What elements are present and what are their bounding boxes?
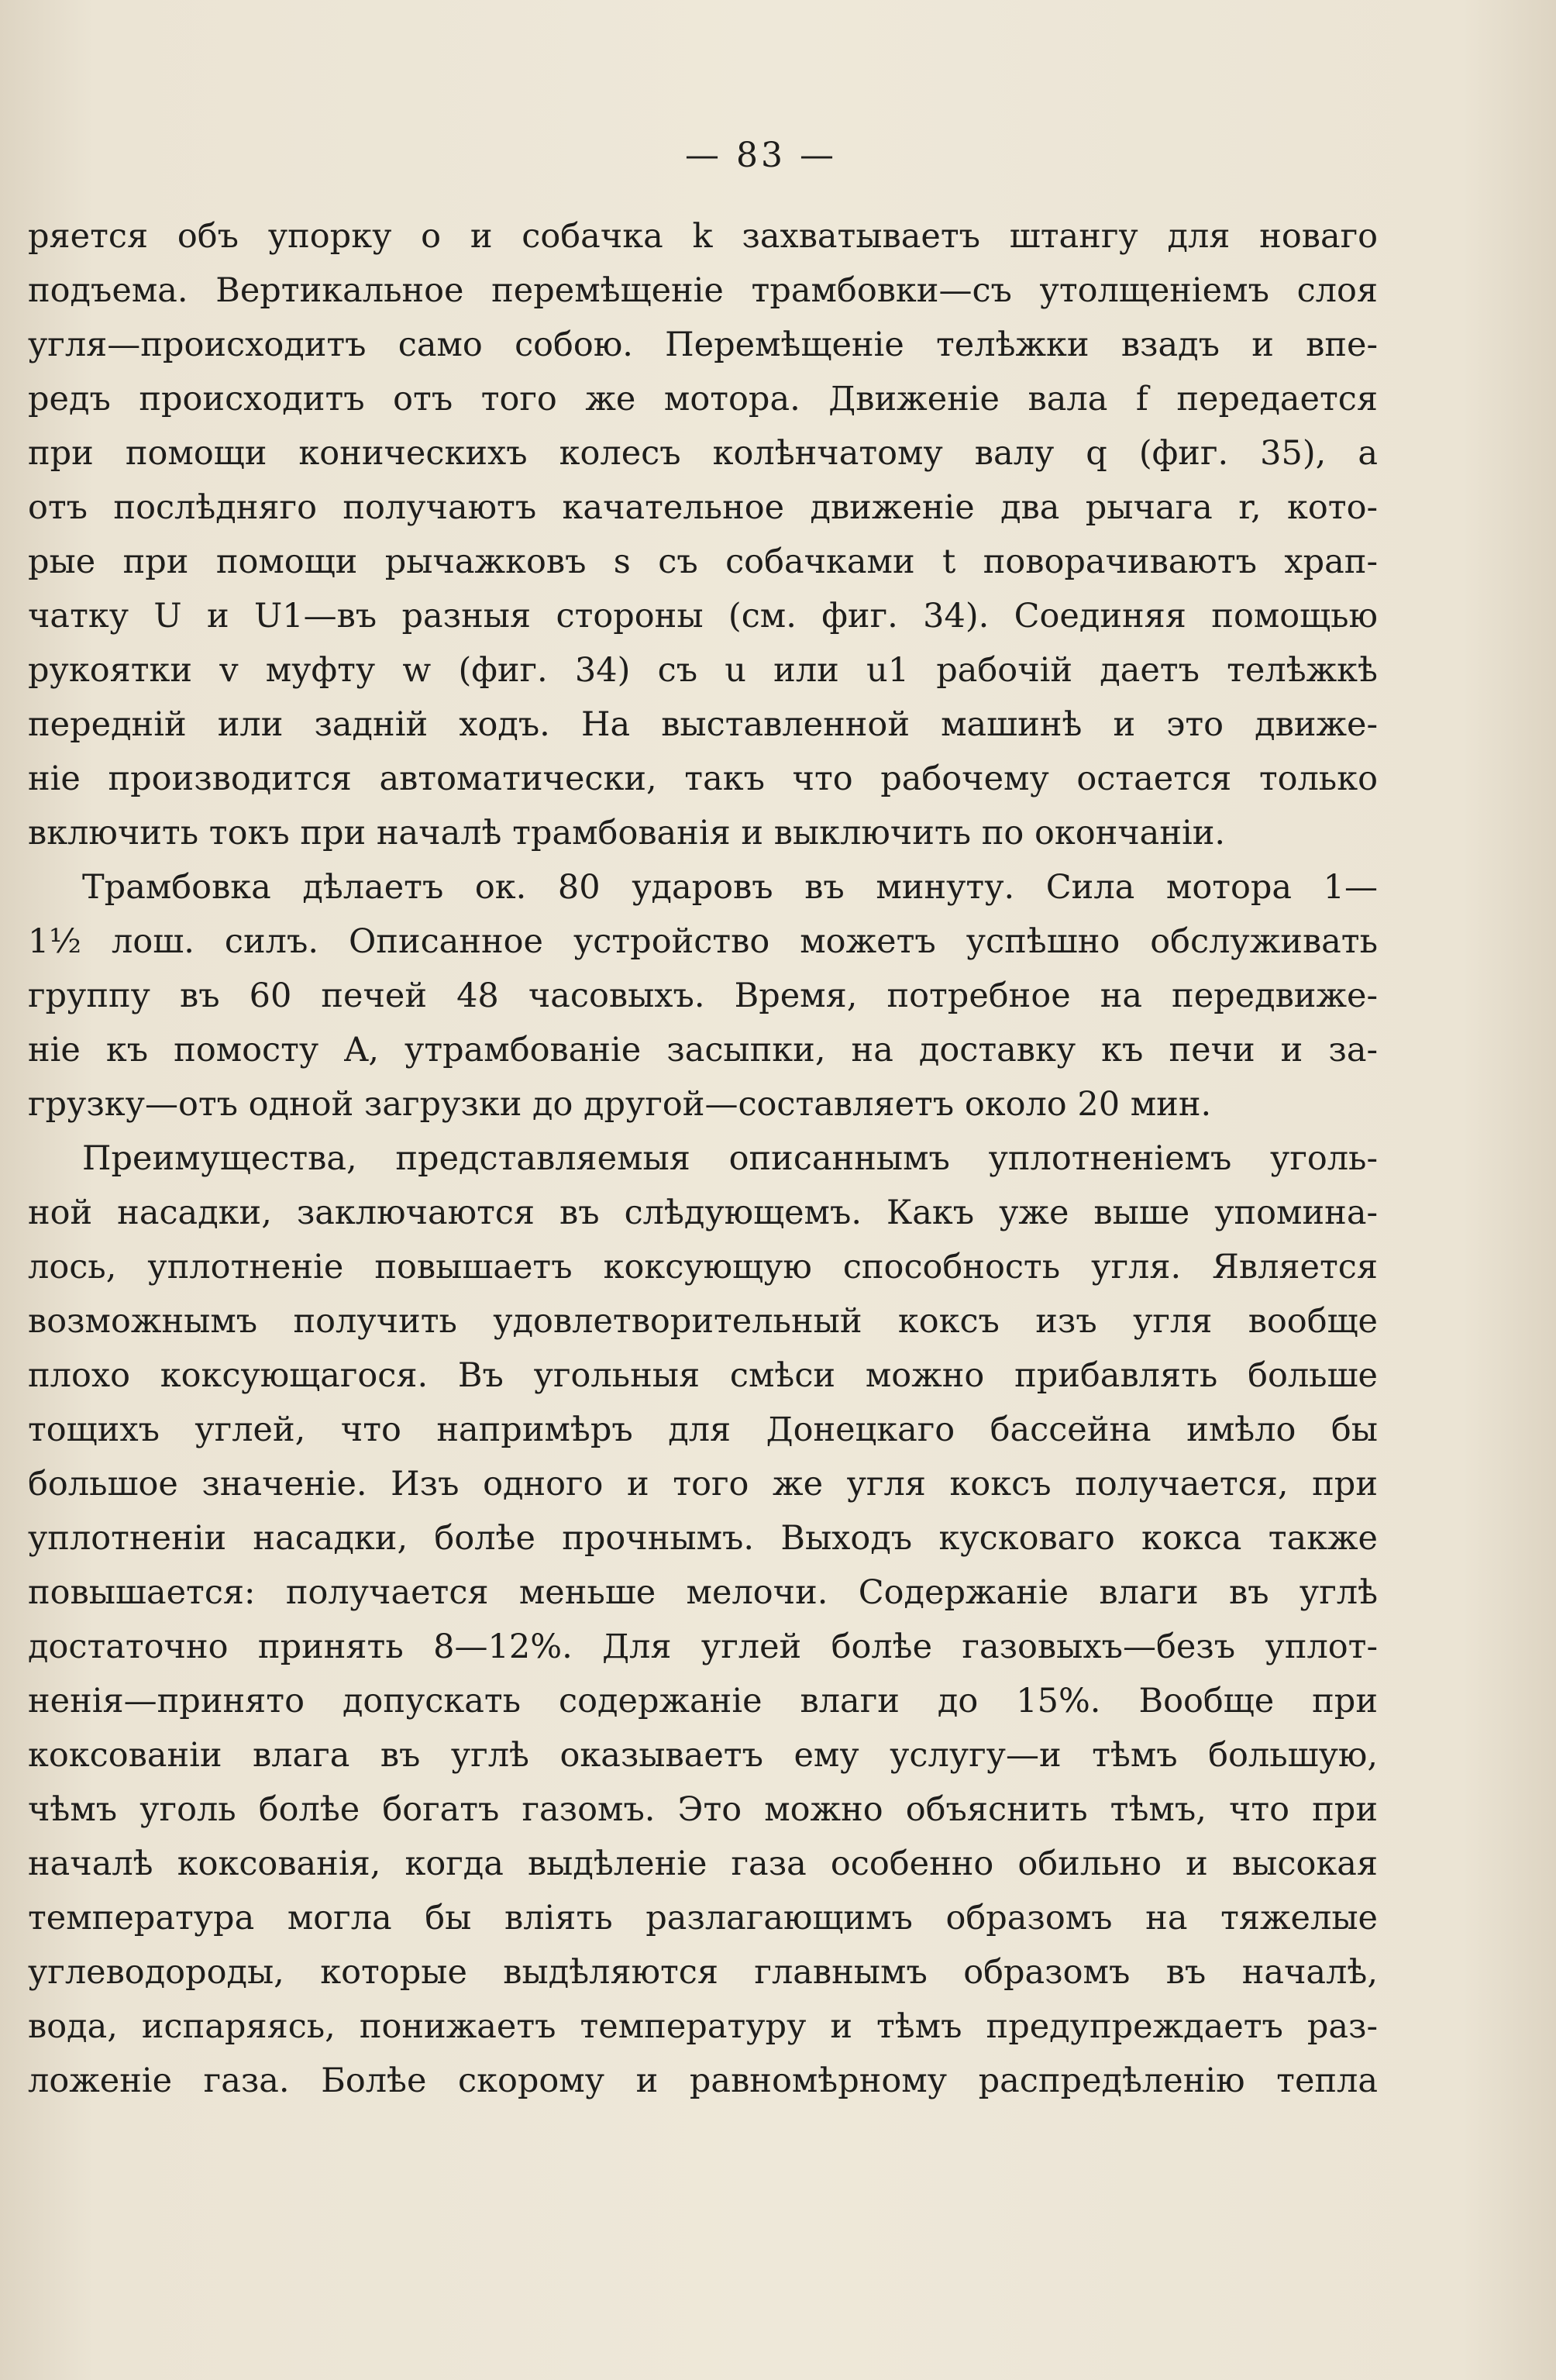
text-line: чѣмъ уголь болѣе богатъ газомъ. Это можно объяснить тѣмъ, что при	[28, 1790, 1378, 1829]
text-line: возможнымъ получить удовлетворительный коксъ изъ угля вообще	[28, 1302, 1378, 1341]
text-line: при помощи коническихъ колесъ колѣнчатому валу q (фиг. 35), а	[28, 434, 1378, 473]
text-line: большое значеніе. Изъ одного и того же угля коксъ получается, при	[28, 1465, 1378, 1503]
text-line: достаточно принять 8—12%. Для углей болѣе газовыхъ—безъ уплот-	[28, 1627, 1378, 1666]
text-line: грузку—отъ одной загрузки до другой—составляетъ около 20 мин.	[28, 1085, 1212, 1124]
text-line: группу въ 60 печей 48 часовыхъ. Время, потребное на передвиже-	[28, 976, 1378, 1015]
text-line: передній или задній ходъ. На выставленной машинѣ и это движе-	[28, 705, 1378, 744]
text-line: ложеніе газа. Болѣе скорому и равномѣрному распредѣленію тепла	[28, 2061, 1378, 2100]
text-line: подъема. Вертикальное перемѣщеніе трамбовки—съ утолщеніемъ слоя	[28, 271, 1378, 310]
text-line: ряется объ упорку o и собачка k захватываетъ штангу для новаго	[28, 217, 1378, 256]
text-line: коксованіи влага въ углѣ оказываетъ ему услугу—и тѣмъ большую,	[28, 1736, 1378, 1775]
text-line: Трамбовка дѣлаетъ ок. 80 ударовъ въ минуту. Сила мотора 1—	[82, 868, 1378, 907]
text-line: редъ происходитъ отъ того же мотора. Движеніе вала f передается	[28, 380, 1378, 418]
text-line: угля—происходитъ само собою. Перемѣщеніе телѣжки взадъ и впе-	[28, 325, 1378, 364]
text-line: ненія—принято допускать содержаніе влаги до 15%. Вообще при	[28, 1682, 1378, 1720]
text-line: рые при помощи рычажковъ s съ собачками t поворачиваютъ храп-	[28, 542, 1378, 581]
page-number: — 83 —	[685, 136, 837, 175]
text-line: 1½ лош. силъ. Описанное устройство можетъ успѣшно обслуживать	[28, 922, 1378, 961]
paragraph-3	[28, 1131, 1378, 2108]
text-line: температура могла бы вліять разлагающимъ образомъ на тяжелые	[28, 1899, 1378, 1937]
text-line: тощихъ углей, что напримѣръ для Донецкаго бассейна имѣло бы	[28, 1410, 1378, 1449]
text-line: Преимущества, представляемыя описаннымъ уплотненіемъ уголь-	[82, 1139, 1378, 1178]
text-line: отъ послѣдняго получаютъ качательное движеніе два рычага r, кото-	[28, 488, 1378, 527]
text-line: рукоятки v муфту w (фиг. 34) съ u или u1 рабочій даетъ телѣжкѣ	[28, 651, 1378, 690]
text-line: лось, уплотненіе повышаетъ коксующую способность угля. Является	[28, 1248, 1378, 1286]
text-line: началѣ коксованія, когда выдѣленіе газа особенно обильно и высокая	[28, 1844, 1378, 1883]
paragraph-2	[28, 860, 1378, 1131]
text-line: ніе производится автоматически, такъ что рабочему остается только	[28, 759, 1378, 798]
text-line: ніе къ помосту A, утрамбованіе засыпки, на доставку къ печи и за-	[28, 1031, 1378, 1069]
text-line: уплотненіи насадки, болѣе прочнымъ. Выходъ кусковаго кокса также	[28, 1519, 1378, 1558]
text-line: вода, испаряясь, понижаетъ температуру и тѣмъ предупреждаетъ раз-	[28, 2007, 1378, 2046]
text-line: включить токъ при началѣ трамбованія и выключить по окончаніи.	[28, 814, 1226, 852]
text-line: ной насадки, заключаются въ слѣдующемъ. Какъ уже выше упомина-	[28, 1193, 1378, 1232]
text-line: чатку U и U1—въ разныя стороны (см. фиг. 34). Соединяя помощью	[28, 597, 1378, 635]
text-line: плохо коксующагося. Въ угольныя смѣси можно прибавлять больше	[28, 1356, 1378, 1395]
paragraph-1	[28, 209, 1378, 860]
text-line: повышается: получается меньше мелочи. Содержаніе влаги въ углѣ	[28, 1573, 1378, 1612]
text-line: углеводороды, которые выдѣляются главнымъ образомъ въ началѣ,	[28, 1953, 1378, 1992]
